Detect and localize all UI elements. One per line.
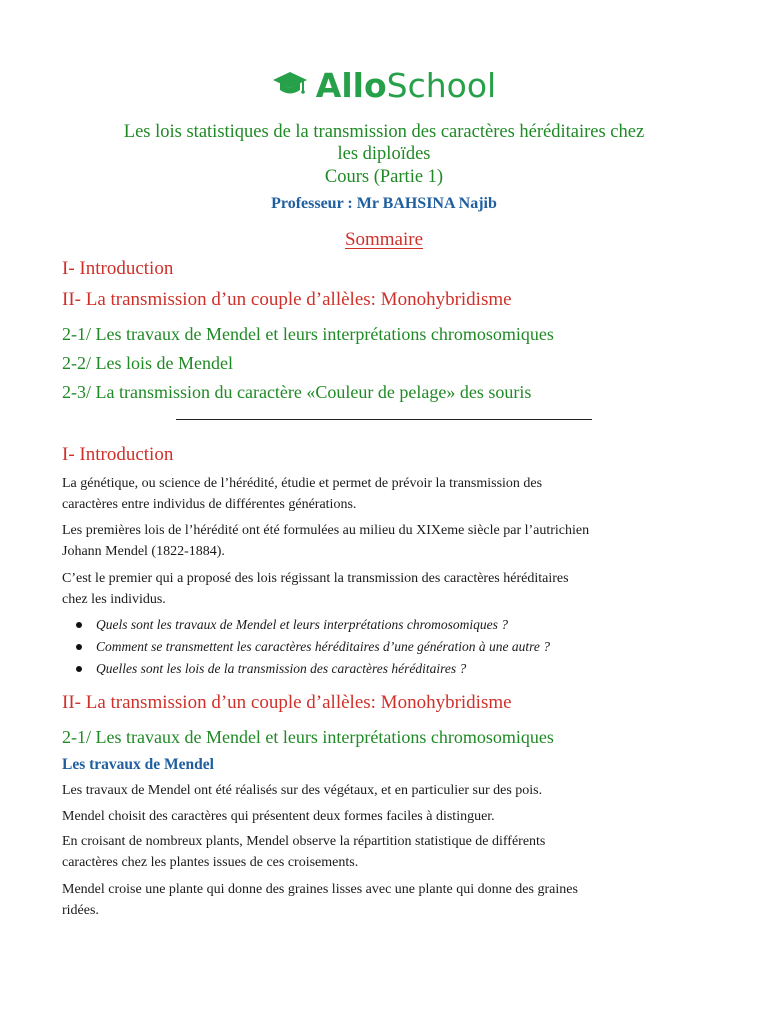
list-item: Comment se transmettent les caractères héréditaires d’une génération à une autre ? <box>76 636 726 658</box>
sommaire-item-lois-mendel[interactable]: 2-2/ Les lois de Mendel <box>62 353 233 373</box>
document-title-line1: Les lois statistiques de la transmission des caractères héréditaires chez <box>123 122 645 142</box>
professor-name: Professeur : Mr BAHSINA Najib <box>271 195 497 212</box>
intro-paragraph-1-line1: La génétique, ou science de l’hérédité, étudie et permet de prévoir la transmission des <box>62 476 543 491</box>
section-heading-monohybridisme: II- La transmission d’un couple d’allèles: Monohybridisme <box>62 692 512 713</box>
intro-paragraph-3-line1: C’est le premier qui a proposé des lois régissant la transmission des caractères héréditaires <box>62 571 569 586</box>
logo-text: AlloSchool <box>315 66 497 105</box>
intro-paragraph-3-line2: chez les individus. <box>62 592 166 607</box>
sommaire-item-monohybridisme[interactable]: II- La transmission d’un couple d’allèles: Monohybridisme <box>62 289 512 310</box>
section2-paragraph-1: Les travaux de Mendel ont été réalisés sur des végétaux, et en particulier sur des pois. <box>62 783 543 798</box>
graduation-cap-icon <box>272 69 308 103</box>
intro-paragraph-2-line2: Johann Mendel (1822-1884). <box>62 544 225 559</box>
sommaire-item-couleur-pelage[interactable]: 2-3/ La transmission du caractère «Couleur de pelage» des souris <box>62 382 532 402</box>
alloschool-logo <box>0 66 768 106</box>
section2-paragraph-3-line2: caractères chez les plantes issues de ces croisements. <box>62 855 359 870</box>
document-title-line2: les diploïdes <box>337 144 431 164</box>
section2-paragraph-2: Mendel choisit des caractères qui présentent deux formes faciles à distinguer. <box>62 809 495 824</box>
bullet-icon <box>76 622 82 628</box>
divider <box>176 419 592 420</box>
sommaire-heading: Sommaire <box>344 229 424 250</box>
subsection-heading-travaux: 2-1/ Les travaux de Mendel et leurs interprétations chromosomiques <box>62 727 554 747</box>
bullet-icon <box>76 666 82 672</box>
list-item: Quelles sont les lois de la transmission des caractères héréditaires ? <box>76 658 726 680</box>
question-list <box>76 614 726 680</box>
subsubsection-heading-travaux-mendel: Les travaux de Mendel <box>62 756 214 773</box>
intro-paragraph-2-line1: Les premières lois de l’hérédité ont été formulées au milieu du XIXeme siècle par l’autrichien <box>62 523 590 538</box>
sommaire-item-introduction[interactable]: I- Introduction <box>62 258 174 279</box>
section2-paragraph-4-line1: Mendel croise une plante qui donne des graines lisses avec une plante qui donne des graines <box>62 882 578 897</box>
section-heading-introduction: I- Introduction <box>62 444 174 465</box>
section2-paragraph-4-line2: ridées. <box>62 903 99 918</box>
bullet-icon <box>76 644 82 650</box>
section2-paragraph-3-line1: En croisant de nombreux plants, Mendel observe la répartition statistique de différents <box>62 834 546 849</box>
sommaire-item-travaux-mendel[interactable]: 2-1/ Les travaux de Mendel et leurs interprétations chromosomiques <box>62 324 554 344</box>
intro-paragraph-1-line2: caractères entre individus de différentes générations. <box>62 497 357 512</box>
document-subtitle: Cours (Partie 1) <box>324 167 444 187</box>
list-item: Quels sont les travaux de Mendel et leurs interprétations chromosomiques ? <box>76 614 726 636</box>
